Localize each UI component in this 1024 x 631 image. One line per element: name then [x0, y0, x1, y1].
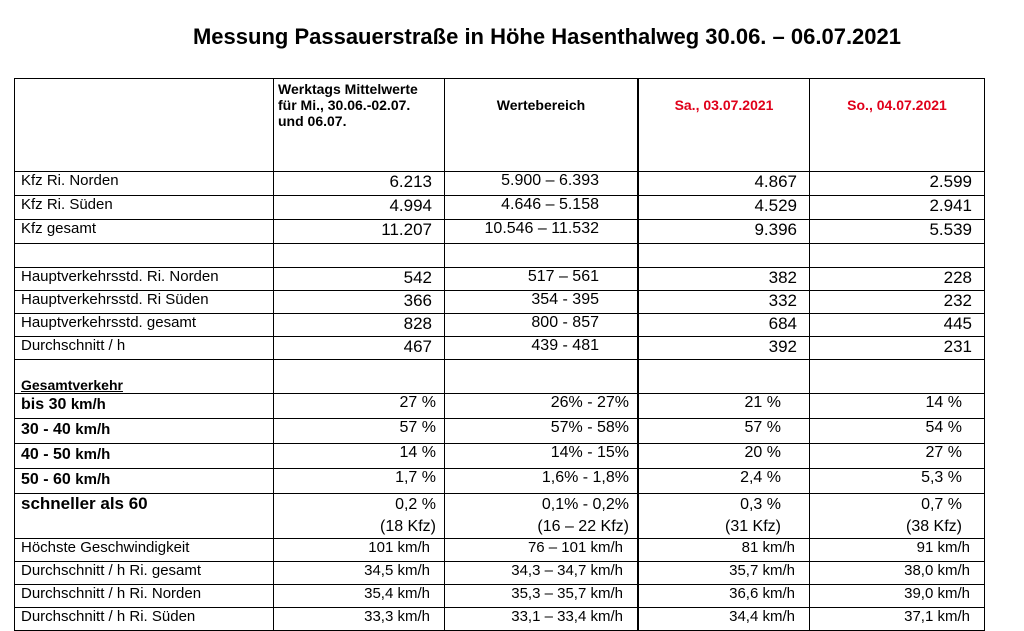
range-value: 35,3 – 35,7 km/h: [445, 585, 638, 608]
sun-value: 38,0 km/h: [810, 562, 985, 585]
avg-value: 101 km/h: [274, 539, 445, 562]
avg-value: 27 %: [274, 394, 445, 419]
range-value: 5.900 – 6.393: [445, 172, 638, 196]
sat-value: 9.396: [639, 220, 810, 244]
table-row: [15, 469, 985, 494]
range-value: 26% - 27%: [445, 394, 638, 419]
range-value: 0,1% - 0,2% (16 – 22 Kfz): [445, 494, 638, 539]
sun-value: 0,7 % (38 Kfz): [810, 494, 985, 539]
avg-value: 4.994: [274, 196, 445, 220]
row-label: 50 - 60 km/h: [15, 469, 274, 494]
avg-value: 542: [274, 268, 445, 291]
row-label: Hauptverkehrsstd. Ri. Norden: [15, 268, 274, 291]
sun-value: 5,3 %: [810, 469, 985, 494]
table-row: [15, 585, 985, 608]
row-label: 30 - 40 km/h: [15, 419, 274, 444]
table-row: [15, 337, 985, 360]
avg-value: 467: [274, 337, 445, 360]
table-row: [15, 444, 985, 469]
sun-value: 2.941: [810, 196, 985, 220]
avg-value: 1,7 %: [274, 469, 445, 494]
sun-value: 14 %: [810, 394, 985, 419]
table-row: [15, 196, 985, 220]
table-row: [15, 608, 985, 631]
table-row: [15, 419, 985, 444]
range-value: 57% - 58%: [445, 419, 638, 444]
range-value: 10.546 – 11.532: [445, 220, 638, 244]
avg-value: 6.213: [274, 172, 445, 196]
avg-value: 33,3 km/h: [274, 608, 445, 631]
sun-value: 5.539: [810, 220, 985, 244]
sat-value: 4.529: [639, 196, 810, 220]
sat-value: 57 %: [639, 419, 810, 444]
avg-value: 11.207: [274, 220, 445, 244]
table-row: [15, 268, 985, 291]
sat-value: 21 %: [639, 394, 810, 419]
range-value: 33,1 – 33,4 km/h: [445, 608, 638, 631]
sun-value: 37,1 km/h: [810, 608, 985, 631]
row-label: Durchschnitt / h: [15, 337, 274, 360]
measurement-table: [14, 78, 985, 631]
avg-value: 57 %: [274, 419, 445, 444]
header-weekday-avg: Werktags Mittelwerte für Mi., 30.06.-02.07. und 06.07.: [274, 79, 445, 172]
spacer-row: [15, 244, 985, 268]
sat-value: 34,4 km/h: [639, 608, 810, 631]
sat-value: 20 %: [639, 444, 810, 469]
sat-value: 332: [639, 291, 810, 314]
header-empty: [15, 79, 274, 172]
sat-value: 0,3 % (31 Kfz): [639, 494, 810, 539]
section-header: Gesamtverkehr: [15, 360, 274, 394]
header-sunday: So., 04.07.2021: [810, 79, 985, 172]
sun-value: 91 km/h: [810, 539, 985, 562]
avg-value: 34,5 km/h: [274, 562, 445, 585]
row-label: Hauptverkehrsstd. Ri Süden: [15, 291, 274, 314]
row-label: Höchste Geschwindigkeit: [15, 539, 274, 562]
row-label: Durchschnitt / h Ri. Süden: [15, 608, 274, 631]
sun-value: 39,0 km/h: [810, 585, 985, 608]
table-row: [15, 314, 985, 337]
table-row: [15, 494, 985, 539]
row-label: schneller als 60: [15, 494, 274, 539]
sat-value: 392: [639, 337, 810, 360]
row-label: Kfz gesamt: [15, 220, 274, 244]
document-title: Messung Passauerstraße in Höhe Hasenthalweg 30.06. – 06.07.2021: [192, 24, 901, 49]
sun-value: 54 %: [810, 419, 985, 444]
range-value: 517 – 561: [445, 268, 638, 291]
row-label: Hauptverkehrsstd. gesamt: [15, 314, 274, 337]
range-value: 14% - 15%: [445, 444, 638, 469]
range-value: 354 - 395: [445, 291, 638, 314]
table-row: [15, 172, 985, 196]
avg-value: 828: [274, 314, 445, 337]
sat-value: 35,7 km/h: [639, 562, 810, 585]
row-label: Kfz Ri. Norden: [15, 172, 274, 196]
section-row: [15, 360, 985, 394]
range-value: 439 - 481: [445, 337, 638, 360]
sun-value: 27 %: [810, 444, 985, 469]
avg-value: 366: [274, 291, 445, 314]
row-label: bis 30 km/h: [15, 394, 274, 419]
avg-value: 14 %: [274, 444, 445, 469]
sat-value: 684: [639, 314, 810, 337]
range-value: 1,6% - 1,8%: [445, 469, 638, 494]
range-value: 800 - 857: [445, 314, 638, 337]
row-label: 40 - 50 km/h: [15, 444, 274, 469]
sat-value: 36,6 km/h: [639, 585, 810, 608]
table-row: [15, 562, 985, 585]
sun-value: 228: [810, 268, 985, 291]
row-label: Durchschnitt / h Ri. gesamt: [15, 562, 274, 585]
avg-value: 0,2 % (18 Kfz): [274, 494, 445, 539]
header-saturday: Sa., 03.07.2021: [639, 79, 810, 172]
sat-value: 382: [639, 268, 810, 291]
range-value: 34,3 – 34,7 km/h: [445, 562, 638, 585]
sat-value: 2,4 %: [639, 469, 810, 494]
range-value: 76 – 101 km/h: [445, 539, 638, 562]
sun-value: 445: [810, 314, 985, 337]
sat-value: 81 km/h: [639, 539, 810, 562]
table-row: [15, 394, 985, 419]
table-row: [15, 291, 985, 314]
table-row: [15, 220, 985, 244]
avg-value: 35,4 km/h: [274, 585, 445, 608]
sun-value: 2.599: [810, 172, 985, 196]
table-row: [15, 539, 985, 562]
sat-value: 4.867: [639, 172, 810, 196]
sun-value: 231: [810, 337, 985, 360]
range-value: 4.646 – 5.158: [445, 196, 638, 220]
sun-value: 232: [810, 291, 985, 314]
header-range: Wertebereich: [445, 79, 638, 172]
row-label: Durchschnitt / h Ri. Norden: [15, 585, 274, 608]
row-label: Kfz Ri. Süden: [15, 196, 274, 220]
table-header-row: [15, 79, 985, 172]
